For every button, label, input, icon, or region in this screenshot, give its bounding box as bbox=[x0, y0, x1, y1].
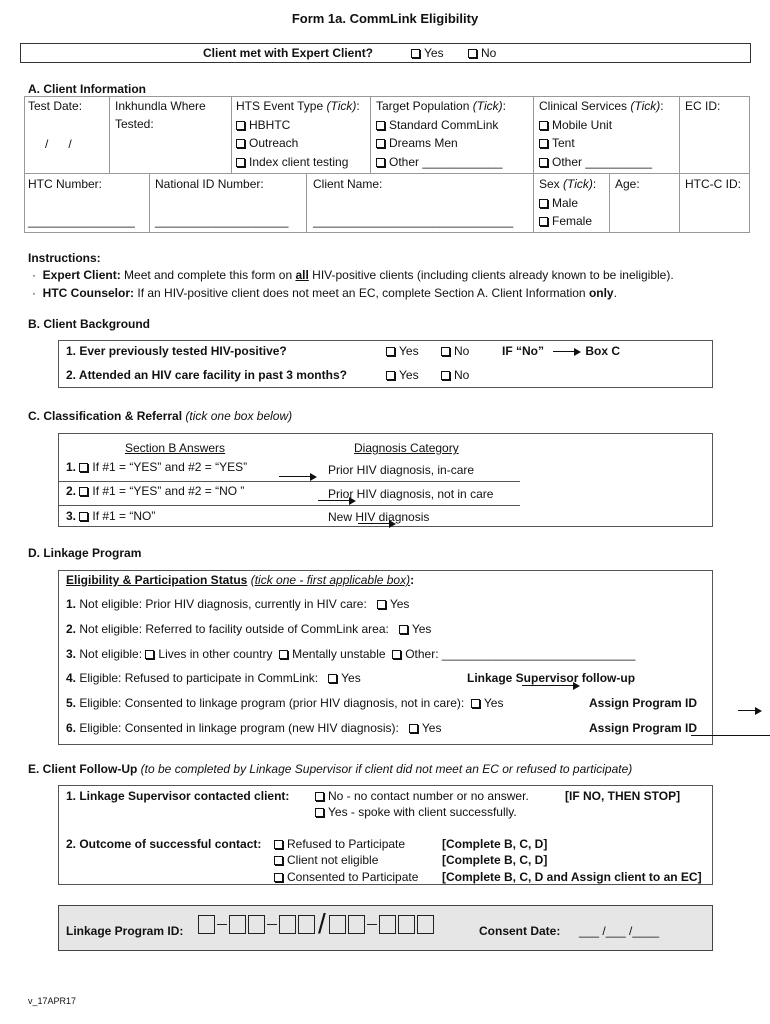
hts-option-outreach[interactable]: Outreach bbox=[236, 134, 298, 152]
checkbox-icon[interactable] bbox=[441, 347, 450, 356]
checkbox-icon[interactable] bbox=[411, 49, 420, 58]
inkhundla-label: Inkhundla Where Tested: bbox=[115, 99, 206, 131]
arrow-right-icon bbox=[738, 710, 760, 711]
checkbox-icon[interactable] bbox=[377, 600, 386, 609]
test-date-label: Test Date: bbox=[28, 99, 83, 113]
checkbox-icon[interactable] bbox=[539, 139, 548, 148]
digit-box[interactable] bbox=[417, 915, 434, 934]
expert-client-no[interactable]: No bbox=[468, 46, 496, 60]
consent-date-label: Consent Date: bbox=[479, 924, 561, 938]
checkbox-icon[interactable] bbox=[279, 650, 288, 659]
section-d-row-1: 1. Not eligible: Prior HIV diagnosis, currently in HIV care: Yes bbox=[66, 597, 410, 611]
checkbox-icon[interactable] bbox=[539, 199, 548, 208]
section-e-q2-action-2: [Complete B, C, D] bbox=[442, 853, 548, 867]
instruction-htc-counselor: · HTC Counselor: If an HIV-positive client does not meet an EC, complete Section A. Client Information only. bbox=[32, 286, 617, 300]
section-d-status-label: Eligibility & Participation Status (tick one - first applicable box): bbox=[66, 573, 415, 587]
target-option-standard[interactable]: Standard CommLink bbox=[376, 116, 498, 134]
checkbox-icon[interactable] bbox=[539, 121, 548, 130]
htc-number-label: HTC Number: bbox=[28, 177, 103, 191]
checkbox-icon[interactable] bbox=[386, 347, 395, 356]
checkbox-icon[interactable] bbox=[79, 463, 88, 472]
section-d-row-3-country[interactable]: Lives in other country bbox=[145, 647, 272, 661]
section-d-row-1-yes[interactable]: Yes bbox=[377, 597, 410, 611]
checkbox-icon[interactable] bbox=[274, 840, 283, 849]
section-d-row-4-action: Linkage Supervisor follow-up bbox=[467, 671, 636, 685]
section-b-if-no: IF “No” Box C bbox=[502, 344, 621, 358]
section-d-row-3: 3. Not eligible: Lives in other country Mentally unstable Other: _____________________________ bbox=[66, 647, 636, 661]
section-d-row-2-yes[interactable]: Yes bbox=[399, 622, 432, 636]
hts-label: HTS Event Type (Tick): bbox=[236, 99, 360, 113]
checkbox-icon[interactable] bbox=[409, 724, 418, 733]
section-d-row-4: 4. Eligible: Refused to participate in CommLink: Yes bbox=[66, 671, 361, 685]
section-c-row-2[interactable]: 2. If #1 = “YES” and #2 = “NO ” bbox=[66, 484, 245, 498]
checkbox-icon[interactable] bbox=[236, 121, 245, 130]
section-c-heading: C. Classification & Referral (tick one box below) bbox=[28, 409, 293, 423]
section-b-q2-no[interactable]: No bbox=[441, 367, 469, 383]
program-id-label: Linkage Program ID: bbox=[66, 924, 184, 938]
htcc-id-label: HTC-C ID: bbox=[685, 177, 741, 191]
checkbox-icon[interactable] bbox=[386, 371, 395, 380]
checkbox-icon[interactable] bbox=[236, 139, 245, 148]
section-b-q1-yes[interactable]: Yes bbox=[386, 343, 419, 359]
sex-option-male[interactable]: Male bbox=[539, 194, 578, 212]
digit-box[interactable] bbox=[329, 915, 346, 934]
section-d-row-5-action: Assign Program ID bbox=[589, 696, 698, 710]
digit-box[interactable] bbox=[279, 915, 296, 934]
section-a-heading: A. Client Information bbox=[28, 82, 146, 96]
national-id-label: National ID Number: bbox=[155, 177, 264, 191]
section-e-q2-action-3: [Complete B, C, D and Assign client to an EC] bbox=[442, 870, 702, 884]
checkbox-icon[interactable] bbox=[376, 121, 385, 130]
digit-box[interactable] bbox=[379, 915, 396, 934]
checkbox-icon[interactable] bbox=[236, 158, 245, 167]
section-d-row-3-mental[interactable]: Mentally unstable bbox=[279, 647, 385, 661]
digit-box[interactable] bbox=[298, 915, 315, 934]
section-e-q2: 2. Outcome of successful contact: bbox=[66, 837, 262, 851]
section-d-row-6-action: Assign Program ID bbox=[589, 721, 698, 735]
section-c-cat-3: New HIV diagnosis bbox=[328, 510, 430, 524]
checkbox-icon[interactable] bbox=[539, 158, 548, 167]
sex-label: Sex (Tick): bbox=[539, 177, 597, 191]
expert-client-yes[interactable]: Yes bbox=[411, 46, 444, 60]
section-b-q2: 2. Attended an HIV care facility in past 3 months? bbox=[66, 368, 347, 382]
section-e-q1-no[interactable]: No - no contact number or no answer. bbox=[315, 788, 529, 804]
arrow-right-icon bbox=[691, 735, 770, 736]
digit-box[interactable] bbox=[398, 915, 415, 934]
clinical-option-tent[interactable]: Tent bbox=[539, 134, 575, 152]
sex-option-female[interactable]: Female bbox=[539, 212, 592, 230]
checkbox-icon[interactable] bbox=[145, 650, 154, 659]
section-d-row-2: 2. Not eligible: Referred to facility outside of CommLink area: Yes bbox=[66, 622, 432, 636]
version-label: v_17APR17 bbox=[28, 996, 77, 1006]
national-id-field[interactable]: ____________________ bbox=[155, 214, 289, 228]
section-c-col2: Diagnosis Category bbox=[354, 441, 459, 455]
checkbox-icon[interactable] bbox=[315, 792, 324, 801]
expert-client-bar bbox=[20, 43, 751, 63]
section-b-q1-no[interactable]: No bbox=[441, 343, 469, 359]
section-c-row-1[interactable]: 1. If #1 = “YES” and #2 = “YES” bbox=[66, 460, 248, 474]
checkbox-icon[interactable] bbox=[399, 625, 408, 634]
section-b-q2-yes[interactable]: Yes bbox=[386, 367, 419, 383]
client-name-field[interactable]: ______________________________ bbox=[313, 214, 514, 228]
checkbox-icon[interactable] bbox=[392, 650, 401, 659]
checkbox-icon[interactable] bbox=[539, 217, 548, 226]
checkbox-icon[interactable] bbox=[79, 512, 88, 521]
section-d-row-5: 5. Eligible: Consented to linkage program (prior HIV diagnosis, not in care): Yes bbox=[66, 696, 504, 710]
expert-client-question: Client met with Expert Client? bbox=[203, 46, 374, 60]
section-d-row-6-yes[interactable]: Yes bbox=[409, 721, 442, 735]
checkbox-icon[interactable] bbox=[468, 49, 477, 58]
section-b-q1: 1. Ever previously tested HIV-positive? bbox=[66, 344, 287, 358]
program-id-boxes[interactable]: / bbox=[197, 910, 435, 938]
section-e-q1: 1. Linkage Supervisor contacted client: bbox=[66, 789, 290, 803]
checkbox-icon[interactable] bbox=[441, 371, 450, 380]
section-d-row-5-yes[interactable]: Yes bbox=[471, 696, 504, 710]
checkbox-icon[interactable] bbox=[376, 139, 385, 148]
section-e-q2-action-1: [Complete B, C, D] bbox=[442, 837, 548, 851]
checkbox-icon[interactable] bbox=[315, 808, 324, 817]
target-label: Target Population (Tick): bbox=[376, 99, 506, 113]
consent-date-field[interactable]: ___ /___ /____ bbox=[579, 924, 660, 938]
arrow-right-icon bbox=[553, 351, 579, 352]
digit-box[interactable] bbox=[198, 915, 215, 934]
client-name-label: Client Name: bbox=[313, 177, 383, 191]
section-c-cat-1: Prior HIV diagnosis, in-care bbox=[328, 463, 475, 477]
clinical-label: Clinical Services (Tick): bbox=[539, 99, 664, 113]
checkbox-icon[interactable] bbox=[274, 856, 283, 865]
target-option-dreams[interactable]: Dreams Men bbox=[376, 134, 458, 152]
section-d-row-6: 6. Eligible: Consented in linkage program (new HIV diagnosis): Yes bbox=[66, 721, 442, 735]
digit-box[interactable] bbox=[229, 915, 246, 934]
section-e-q2-not-eligible[interactable]: Client not eligible bbox=[274, 852, 378, 868]
section-b-heading: B. Client Background bbox=[28, 317, 151, 331]
digit-box[interactable] bbox=[348, 915, 365, 934]
section-e-q1-yes[interactable]: Yes - spoke with client successfully. bbox=[315, 804, 517, 820]
section-c-row-3[interactable]: 3. If #1 = “NO” bbox=[66, 509, 156, 523]
section-c-col1: Section B Answers bbox=[125, 441, 226, 455]
program-id-bar bbox=[58, 905, 713, 951]
instructions-heading: Instructions: bbox=[28, 251, 101, 265]
section-e-heading: E. Client Follow-Up (to be completed by Linkage Supervisor if client did not meet an EC or refused to participate) bbox=[28, 762, 633, 776]
clinical-option-mobile[interactable]: Mobile Unit bbox=[539, 116, 612, 134]
section-d-row-4-yes[interactable]: Yes bbox=[328, 671, 361, 685]
target-option-other[interactable]: Other ____________ bbox=[376, 153, 502, 171]
htc-number-field[interactable]: ________________ bbox=[28, 214, 135, 228]
section-c-cat-2: Prior HIV diagnosis, not in care bbox=[328, 487, 494, 501]
section-e-q2-consented[interactable]: Consented to Participate bbox=[274, 869, 418, 885]
ec-id-label: EC ID: bbox=[685, 99, 721, 113]
clinical-option-other[interactable]: Other __________ bbox=[539, 153, 652, 171]
checkbox-icon[interactable] bbox=[471, 699, 480, 708]
instruction-expert-client: · Expert Client: Meet and complete this form on all HIV-positive clients (including clients already known to be ineligible). bbox=[32, 268, 674, 282]
test-date-field[interactable]: / / bbox=[45, 137, 72, 151]
arrow-right-icon bbox=[279, 476, 315, 477]
checkbox-icon[interactable] bbox=[328, 674, 337, 683]
checkbox-icon[interactable] bbox=[376, 158, 385, 167]
section-d-heading: D. Linkage Program bbox=[28, 546, 142, 560]
section-e-q2-refused[interactable]: Refused to Participate bbox=[274, 836, 405, 852]
checkbox-icon[interactable] bbox=[79, 487, 88, 496]
age-label: Age: bbox=[615, 177, 640, 191]
section-d-row-3-other[interactable]: Other: _____________________________ bbox=[392, 647, 635, 661]
section-e-q1-stop: [IF NO, THEN STOP] bbox=[565, 789, 681, 803]
form-title: Form 1a. CommLink Eligibility bbox=[291, 11, 479, 26]
checkbox-icon[interactable] bbox=[274, 873, 283, 882]
hts-option-index[interactable]: Index client testing bbox=[236, 153, 348, 171]
digit-box[interactable] bbox=[248, 915, 265, 934]
hts-option-hbhtc[interactable]: HBHTC bbox=[236, 116, 290, 134]
